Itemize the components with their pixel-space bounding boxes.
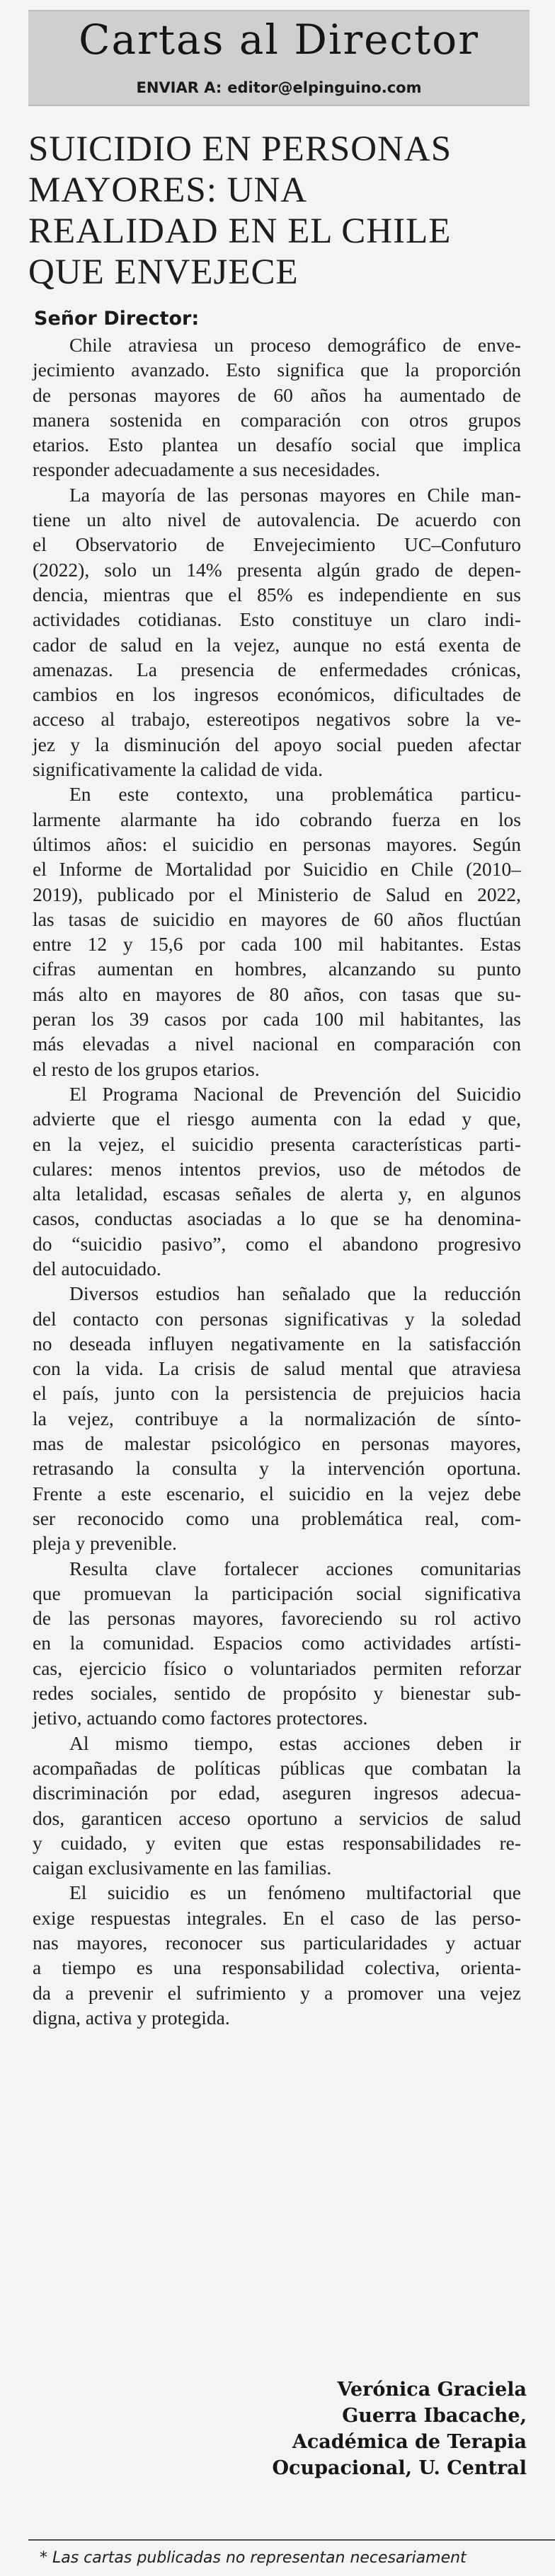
text-line: digna, activa y protegida.: [33, 2006, 230, 2029]
signature-line: Académica de Terapia: [292, 2431, 527, 2453]
text-line: En este contexto, una problemática particu-: [69, 783, 521, 806]
headline-line: QUE ENVEJECE: [28, 253, 299, 292]
paragraph: [33, 1556, 521, 1731]
text-line: advierte que el riesgo aumenta con la edad y que,: [33, 1108, 521, 1130]
text-line: las tasas de suicidio en mayores de 60 años fluctúan: [33, 907, 521, 930]
text-line: con la vida. La crisis de salud mental que atraviesa: [33, 1357, 521, 1380]
text-line: jecimiento avanzado. Esto significa que la proporción: [33, 359, 521, 381]
text-line: exige respuestas integrales. En el caso de las perso-: [33, 1906, 521, 1929]
section-header: [28, 10, 530, 106]
text-line: cifras aumentan en hombres, alcanzando su punto: [33, 958, 521, 980]
paragraph: [33, 1081, 521, 1281]
text-line: larmente alarmante ha ido cobrando fuerza en los: [33, 808, 521, 830]
text-line: culares: menos intentos previos, uso de métodos de: [33, 1157, 521, 1180]
text-line: de personas mayores de 60 años ha aumentado de: [33, 383, 521, 406]
paragraph: [33, 1880, 521, 2030]
text-line: cas, ejercicio físico o voluntariados permiten reforzar: [33, 1657, 521, 1679]
headline: [28, 129, 530, 293]
text-line: alta letalidad, escasas señales de alerta y, en algunos: [33, 1183, 521, 1205]
text-line: La mayoría de las personas mayores en Chile man-: [69, 483, 521, 506]
text-line: acompañadas de políticas públicas que combatan la: [33, 1756, 521, 1779]
text-line: da a prevenir el sufrimiento y a promover una vejez: [33, 1981, 521, 2004]
text-line: redes sociales, sentido de propósito y bienestar sub-: [33, 1682, 521, 1705]
text-line: Frente a este escenario, el suicidio en la vejez debe: [33, 1482, 521, 1504]
text-line: no deseada influyen negativamente en la satisfacción: [33, 1332, 521, 1354]
text-line: (2022), solo un 14% presenta algún grado de depen-: [33, 558, 521, 581]
text-line: en la vejez, el suicidio presenta características parti-: [33, 1132, 521, 1155]
text-line: significativamente la calidad de vida.: [33, 758, 324, 781]
text-line: jez y la disminución del apoyo social pueden afectar: [33, 733, 521, 755]
disclaimer: * Las cartas publicadas no representan necesariament: [40, 2549, 467, 2567]
text-line: etarios. Esto plantea un desafío social que implica: [33, 434, 521, 456]
text-line: el país, junto con la persistencia de prejuicios hacia: [33, 1382, 521, 1405]
text-line: amenazas. La presencia de enfermedades crónicas,: [33, 658, 521, 680]
letter-body: [33, 332, 521, 2030]
footer: [28, 2539, 555, 2576]
email-link[interactable]: editor@elpinguino.com: [227, 79, 422, 96]
text-line: más elevadas a nivel nacional en comparación con: [33, 1033, 521, 1055]
text-line: El suicidio es un fenómeno multifactorial que: [69, 1881, 521, 1904]
headline-line: MAYORES: UNA: [28, 170, 308, 210]
text-line: últimos años: el suicidio en personas mayores. Según: [33, 832, 521, 855]
text-line: cambios en los ingresos económicos, dificultades de: [33, 683, 521, 706]
text-line: la vejez, contribuye a la normalización de sínto-: [33, 1407, 521, 1429]
text-line: peran los 39 casos por cada 100 mil habitantes, las: [33, 1008, 521, 1031]
text-line: manera sostenida en comparación con otros grupos: [33, 408, 521, 431]
text-line: Al mismo tiempo, estas acciones deben ir: [69, 1731, 521, 1754]
text-line: acceso al trabajo, estereotipos negativos sobre la ve-: [33, 708, 521, 731]
section-title: Cartas al Director: [79, 16, 479, 64]
text-line: do “suicidio pasivo”, como el abandono progresivo: [33, 1232, 521, 1255]
text-line: tiene un alto nivel de autovalencia. De acuerdo con: [33, 509, 521, 531]
text-line: 2019), publicado por el Ministerio de Salud en 2022,: [33, 883, 521, 905]
text-line: el resto de los grupos etarios.: [33, 1057, 260, 1080]
paragraph: [33, 482, 521, 782]
text-line: responder adecuadamente a sus necesidades.: [33, 458, 380, 481]
text-line: de las personas mayores, favoreciendo su rol activo: [33, 1607, 521, 1630]
signature-line: Guerra Ibacache,: [342, 2405, 527, 2427]
send-to-label: ENVIAR A:: [136, 79, 222, 96]
headline-line: REALIDAD EN EL CHILE: [28, 211, 452, 251]
text-line: en la comunidad. Espacios como actividades artísti-: [33, 1632, 521, 1654]
text-line: a tiempo es una responsabilidad colectiva, orienta-: [33, 1956, 521, 1979]
text-line: del autocuidado.: [33, 1257, 161, 1280]
headline-line: SUICIDIO EN PERSONAS: [28, 129, 452, 169]
text-line: mas de malestar psicológico en personas mayores,: [33, 1432, 521, 1455]
text-line: ser reconocido como una problemática real, com-: [33, 1507, 521, 1529]
text-line: y cuidado, y eviten que estas responsabilidades re-: [33, 1831, 521, 1854]
paragraph: [33, 332, 521, 482]
text-line: entre 12 y 15,6 por cada 100 mil habitantes. Estas: [33, 933, 521, 956]
signature-line: Verónica Graciela: [337, 2379, 527, 2401]
text-line: Diversos estudios han señalado que la reducción: [69, 1282, 521, 1305]
text-line: caigan exclusivamente en las familias.: [33, 1857, 332, 1879]
text-line: actividades cotidianas. Esto constituye un claro indi-: [33, 608, 521, 631]
text-line: Chile atraviesa un proceso demográfico de enve-: [69, 334, 521, 356]
text-line: jetivo, actuando como factores protectores.: [33, 1707, 368, 1729]
send-to-line: [28, 79, 530, 96]
paragraph: [33, 1731, 521, 1881]
text-line: El Programa Nacional de Prevención del Suicidio: [69, 1082, 521, 1105]
text-line: dos, garanticen acceso oportuno a servicios de salud: [33, 1806, 521, 1829]
text-line: del contacto con personas significativas y la soledad: [33, 1307, 521, 1330]
text-line: discriminación por edad, aseguren ingresos adecua-: [33, 1782, 521, 1804]
signature-line: Ocupacional, U. Central: [272, 2457, 527, 2479]
text-line: pleja y prevenible.: [33, 1532, 177, 1555]
text-line: Resulta clave fortalecer acciones comunitarias: [69, 1557, 521, 1579]
text-line: el Informe de Mortalidad por Suicidio en Chile (2010–: [33, 858, 521, 881]
text-line: el Observatorio de Envejecimiento UC–Confuturo: [33, 533, 521, 556]
text-line: casos, conductas asociadas a lo que se ha denomina-: [33, 1207, 521, 1230]
text-line: más alto en mayores de 80 años, con tasas que su-: [33, 982, 521, 1005]
text-line: dencia, mientras que el 85% es independiente en sus: [33, 583, 521, 605]
paragraph: [33, 1281, 521, 1555]
text-line: nas mayores, reconocer sus particularidades y actuar: [33, 1932, 521, 1954]
paragraph: [33, 782, 521, 1081]
text-line: retrasando la consulta y la intervención oportuna.: [33, 1457, 521, 1480]
salutation: Señor Director:: [34, 308, 200, 330]
text-line: que promuevan la participación social significativa: [33, 1582, 521, 1604]
text-line: cador de salud en la vejez, aunque no está exenta de: [33, 633, 521, 656]
signature: [273, 2377, 527, 2481]
